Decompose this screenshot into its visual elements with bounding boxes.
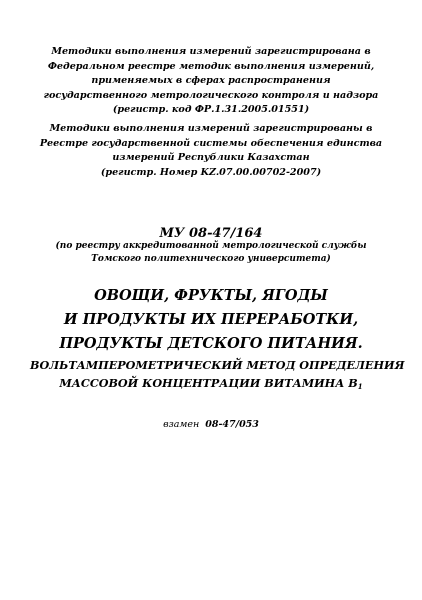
registration-code: (регистр. Номер KZ.07.00.00702-2007): [100, 166, 322, 178]
method-line-text: МАССОВОЙ КОНЦЕНТРАЦИИ ВИТАМИНА В: [59, 376, 358, 390]
vitamin-subscript: 1: [357, 382, 363, 391]
title-line: ОВОЩИ, ФРУКТЫ, ЯГОДЫ: [94, 287, 328, 304]
registration-line: государственного метрологического контроля и надзора: [43, 89, 379, 101]
title-line: ПРОДУКТЫ ДЕТСКОГО ПИТАНИЯ.: [59, 335, 363, 352]
replaces-number: 08-47/053: [205, 419, 259, 430]
document-title: [30, 284, 405, 396]
document-code-text: МУ 08-47/164: [159, 226, 263, 241]
accreditation-line: Томского политехнического университета): [91, 253, 331, 264]
method-line: ВОЛЬТАМПЕРОМЕТРИЧЕСКИЙ МЕТОД ОПРЕДЕЛЕНИЯ: [30, 358, 405, 372]
accreditation-line: (по реестру аккредитованной метрологической службы: [55, 241, 367, 251]
registration-line: применяемых в сферах распространения: [91, 75, 331, 86]
registration-code: (регистр. код ФР.1.31.2005.01551): [112, 104, 310, 115]
title-line: И ПРОДУКТЫ ИХ ПЕРЕРАБОТКИ,: [63, 311, 359, 328]
federal-registration-note: [30, 45, 392, 118]
kazakhstan-registration-note: [30, 122, 392, 180]
registration-line: измерений Республики Казахстан: [112, 152, 310, 163]
replaces-note: [30, 418, 392, 432]
registration-line: Методики выполнения измерений зарегистрирована в: [51, 46, 371, 57]
registration-line: Федеральном реестре методик выполнения измерений,: [47, 60, 375, 72]
registration-line: Методики выполнения измерений зарегистрированы в: [49, 123, 373, 134]
accreditation-source: [30, 240, 392, 265]
registration-line: Реестре государственной системы обеспечения единства: [39, 137, 383, 149]
replaces-label: взамен: [163, 419, 200, 430]
method-line: [30, 374, 392, 396]
